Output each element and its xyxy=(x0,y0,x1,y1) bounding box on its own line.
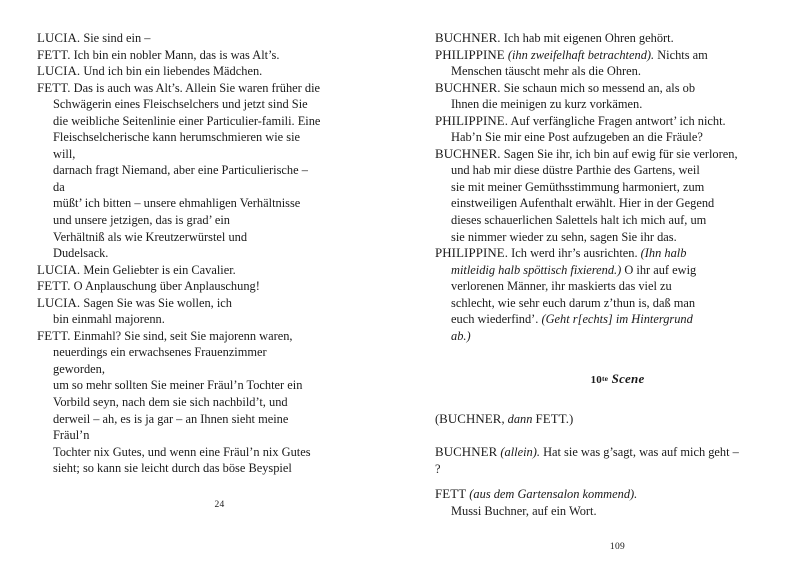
speech-block xyxy=(435,80,800,113)
speech-line: bin einmahl majorenn. xyxy=(53,312,165,327)
speech-line: Schwägerin eines Fleischselchers und jetzt sind Sie xyxy=(53,97,308,112)
speech-line xyxy=(435,113,800,130)
speech-line xyxy=(435,47,800,64)
speech-text: Sagen Sie ihr, ich bin auf ewig für sie verloren, xyxy=(500,146,738,161)
speech-line xyxy=(435,328,800,345)
speech-block xyxy=(37,80,402,262)
scene-number-suffix: te xyxy=(601,374,609,384)
stage-direction: mitleidig halb spöttisch fixierend.) xyxy=(451,262,622,277)
speaker-name: FETT. xyxy=(37,80,71,95)
speech-line xyxy=(37,63,402,80)
stage-direction: (Geht r[echts] im Hintergrund xyxy=(541,312,693,327)
speech-block xyxy=(435,444,800,477)
stage-direction: (Ihn halb xyxy=(640,246,687,261)
scene-heading-word: Scene xyxy=(611,371,645,387)
speech-block xyxy=(435,486,800,519)
two-page-spread xyxy=(0,30,800,556)
speech-line xyxy=(435,245,800,262)
speech-line: Tochter nix Gutes, und wenn eine Fräul’n nix Gutes xyxy=(53,444,311,459)
speech-line: verlorenen Männer, ihr maskierts das viel zu xyxy=(451,279,672,294)
speech-line: sie mit meiner Gemüthsstimmung harmoniert, zum xyxy=(451,179,705,194)
paren-open: ( xyxy=(435,411,440,426)
speech-line xyxy=(37,278,402,295)
speech-text: Sie sind ein – xyxy=(80,31,151,45)
cast-name-second: FETT. xyxy=(535,411,570,426)
speech-line xyxy=(37,262,402,279)
speech-block xyxy=(37,47,402,64)
speaker-name: FETT xyxy=(435,487,467,502)
speaker-name: BUCHNER. xyxy=(435,146,501,161)
speaker-name: FETT. xyxy=(37,328,71,343)
speech-text: O Anplauschung über Anplauschung! xyxy=(70,279,260,294)
speech-block xyxy=(435,30,800,47)
scene-number xyxy=(591,374,609,386)
left-page-column xyxy=(37,30,402,556)
speech-block xyxy=(435,113,800,146)
speech-line xyxy=(435,444,800,461)
speaker-name: BUCHNER. xyxy=(435,31,501,45)
cast-separator: , xyxy=(501,411,508,426)
speech-line: Vorbild seyn, nach dem sie sich nachbild’t, und xyxy=(53,395,288,410)
scene-number-value: 10 xyxy=(590,374,602,387)
speaker-name: LUCIA. xyxy=(37,64,81,79)
speech-line: derweil – ah, es is ja gar – an Ihnen sieht meine xyxy=(53,411,289,426)
speech-block xyxy=(37,30,402,47)
speech-line: Mussi Buchner, auf ein Wort. xyxy=(451,503,597,518)
speaker-name: PHILIPPINE. xyxy=(435,246,509,261)
speech-line xyxy=(435,30,800,47)
speech-line: Fleischselcherische kann herumschmieren wie sie xyxy=(53,130,301,145)
speech-block xyxy=(37,278,402,295)
speech-line: Menschen täuscht mehr als die Ohren. xyxy=(451,64,641,79)
speech-text: Ich hab mit eigenen Ohren gehört. xyxy=(500,31,674,45)
speech-block xyxy=(435,245,800,344)
speech-text: Hat sie was g’sagt, was auf mich geht – xyxy=(539,445,739,460)
speech-line xyxy=(435,311,800,328)
block-spacer xyxy=(435,427,800,444)
speaker-name: BUCHNER. xyxy=(435,80,501,95)
speech-line xyxy=(37,30,402,47)
speaker-name: LUCIA. xyxy=(37,295,81,310)
speech-line: neuerdings ein erwachsenes Frauenzimmer xyxy=(53,345,267,360)
speech-line: will, xyxy=(53,146,76,161)
speaker-name: FETT. xyxy=(37,279,71,294)
speech-line: da xyxy=(53,179,65,194)
speech-line xyxy=(435,262,800,279)
cast-connector: dann xyxy=(507,411,533,426)
speech-block xyxy=(37,262,402,279)
scene-heading xyxy=(435,371,800,389)
speech-line xyxy=(435,146,800,163)
speaker-name: FETT. xyxy=(37,47,71,62)
page-number-right: 109 xyxy=(609,542,626,553)
speech-line: sieht; so kann sie leicht durch das böse Beyspiel xyxy=(53,461,292,476)
speech-text: Das is auch was Alt’s. Allein Sie waren früher die xyxy=(70,80,321,95)
speech-text: Mein Geliebter is ein Cavalier. xyxy=(80,262,236,277)
page-number-left: 24 xyxy=(214,499,225,510)
speech-line: müßt’ ich bitten – unsere ehmahligen Verhältnisse xyxy=(53,196,301,211)
speech-text: Ich bin ein nobler Mann, das is was Alt’s. xyxy=(70,47,280,62)
speech-line xyxy=(37,80,402,97)
speech-line: die weibliche Seitenlinie einer Particulier-famili. Eine xyxy=(53,113,321,128)
stage-direction: (allein). xyxy=(497,445,540,460)
stage-direction: ab.) xyxy=(451,328,471,343)
speech-line xyxy=(435,486,800,503)
speech-line: Fräul’n xyxy=(53,428,90,443)
speech-line: um so mehr sollten Sie meiner Fräul’n Tochter ein xyxy=(53,378,303,393)
speech-block xyxy=(435,146,800,245)
speech-line xyxy=(37,295,402,312)
speaker-name: PHILIPPINE xyxy=(435,47,505,62)
speech-line: Hab’n Sie mir eine Post aufzugeben an die Fräule? xyxy=(451,130,703,145)
stage-direction: (ihn zweifelhaft betrachtend). xyxy=(504,47,655,62)
speech-line: und unsere jetzigen, das is grad’ ein xyxy=(53,213,230,228)
speech-text: Und ich bin ein liebendes Mädchen. xyxy=(80,64,263,79)
speech-text: Sagen Sie was Sie wollen, ich xyxy=(80,295,232,310)
speech-text: Nichts am xyxy=(654,47,708,62)
speech-line: einstweiligen Aufenthalt erwählt. Hier in der Gegend xyxy=(451,196,715,211)
speech-line: und hab mir diese düstre Parthie des Gartens, weil xyxy=(451,163,700,178)
speaker-name: LUCIA. xyxy=(37,262,81,277)
speech-text: Ich werd ihr’s ausrichten. xyxy=(508,246,641,261)
speech-line: Ihnen die meinigen zu kurz vorkämen. xyxy=(451,97,643,112)
speech-block xyxy=(37,295,402,328)
speech-line: darnach fragt Niemand, aber eine Particulierische – xyxy=(53,163,308,178)
speech-block xyxy=(37,63,402,80)
speech-text: Sie schaun mich so messend an, als ob xyxy=(500,80,696,95)
speaker-name: LUCIA. xyxy=(37,31,81,45)
block-spacer xyxy=(435,477,800,486)
speech-text: Auf verfängliche Fragen antwort’ ich nicht. xyxy=(508,113,726,128)
speech-line: schlecht, wie sehr euch darum z’thun is, daß man xyxy=(451,295,696,310)
speech-block xyxy=(435,47,800,80)
stage-direction: (aus dem Gartensalon kommend). xyxy=(466,487,638,502)
speaker-name: PHILIPPINE. xyxy=(435,113,509,128)
speech-line xyxy=(37,47,402,64)
speech-text: euch wiederfind’. xyxy=(451,312,542,327)
speech-line xyxy=(37,328,402,345)
cast-name-first: BUCHNER xyxy=(439,411,502,426)
speech-text: Einmahl? Sie sind, seit Sie majorenn waren, xyxy=(70,328,293,343)
speech-line xyxy=(435,80,800,97)
speech-block xyxy=(37,328,402,477)
right-page-column xyxy=(435,30,800,556)
speech-text: O ihr auf ewig xyxy=(621,262,697,277)
paren-close: ) xyxy=(569,411,574,426)
scene-cast-line xyxy=(435,411,800,428)
speech-line: Dudelsack. xyxy=(53,246,109,261)
speech-line: geworden, xyxy=(53,361,105,376)
speaker-name: BUCHNER xyxy=(435,445,498,460)
speech-line: ? xyxy=(435,461,441,476)
speech-line: Verhältniß als wie Kreutzerwürstel und xyxy=(53,229,248,244)
speech-line: dieses schauerlichen Salettels halt ich mich auf, um xyxy=(451,213,707,228)
speech-line: sie nimmer wieder zu sehn, sagen Sie ihr das. xyxy=(451,229,677,244)
